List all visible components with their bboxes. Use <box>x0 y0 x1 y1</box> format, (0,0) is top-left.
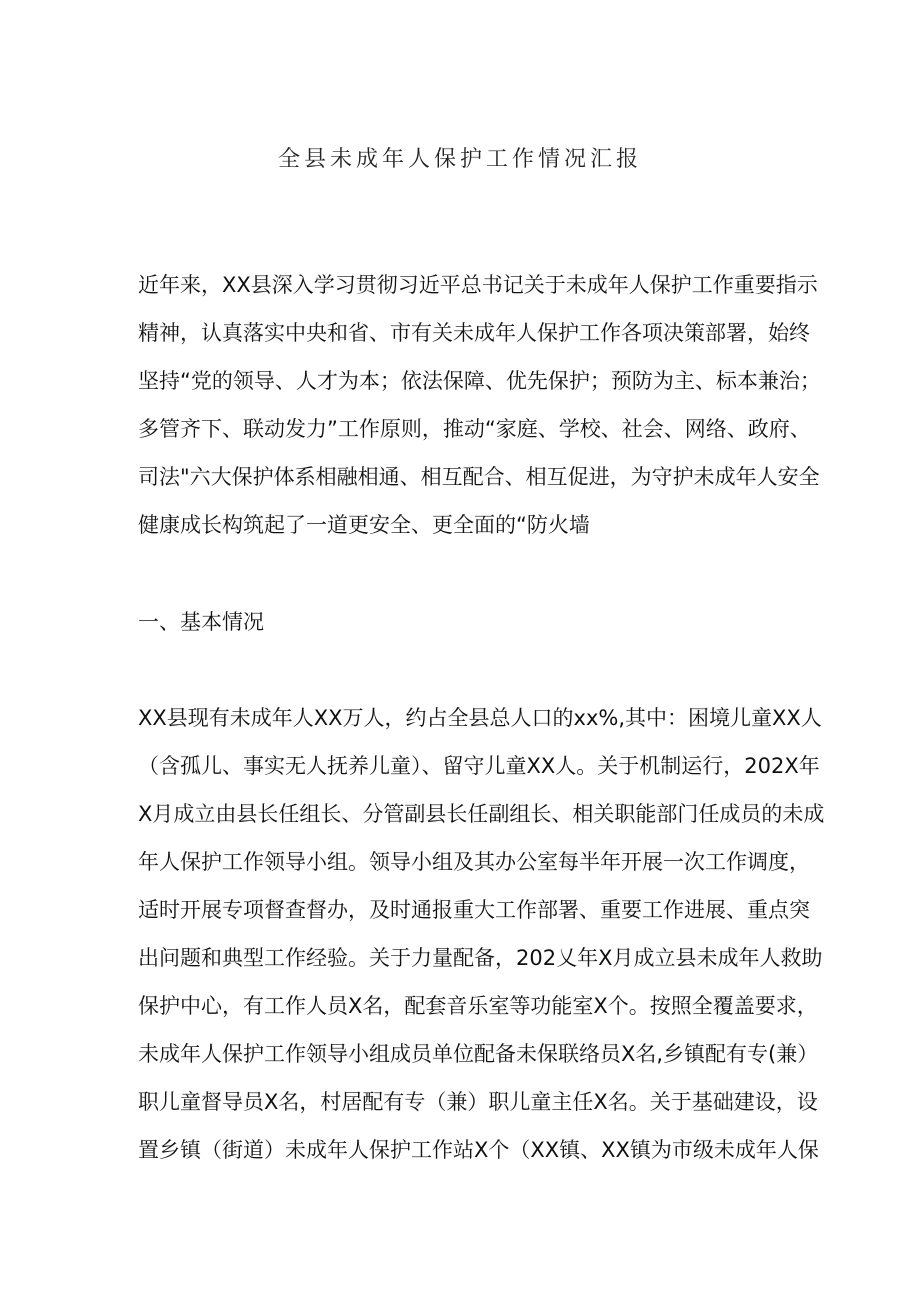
body-line: 保护中心，有工作人员X名，配套音乐室等功能室X个。按照全覆盖要求， <box>138 994 818 1018</box>
body-line: 职儿童督导员X名，村居配有专（兼）职儿童主任X名。关于基础建设，设 <box>138 1090 818 1114</box>
body-line: X月成立由县长任组长、分管副县长任副组长、相关职能部门任成员的未成 <box>138 802 825 826</box>
section-heading: 一、基本情况 <box>138 610 264 634</box>
body-line: 适时开展专项督查督办，及时通报重大工作部署、重要工作进展、重点突 <box>138 898 810 922</box>
intro-line: 坚持“党的领导、人才为本；依法保障、优先保护；预防为主、标本兼治； <box>138 369 821 393</box>
intro-line: 多管齐下、联动发力”工作原则，推动“家庭、学校、社会、网络、政府、 <box>138 417 811 441</box>
body-line: XX县现有未成年人XX万人，约占全县总人口的xx%,其中：困境儿童XX人 <box>138 706 822 730</box>
intro-line: 健康成长构筑起了一道更安全、更全面的“防火墙 <box>138 513 590 537</box>
document-title: 全县未成年人保护工作情况汇报 <box>277 147 642 172</box>
body-line: 出问题和典型工作经验。关于力量配备，202乂年X月成立县未成年人救助 <box>138 946 823 970</box>
body-line: 置乡镇（街道）未成年人保护工作站X个（XX镇、XX镇为市级未成年人保 <box>138 1138 819 1162</box>
intro-line: 精神，认真落实中央和省、市有关未成年人保护工作各项决策部署，始终 <box>138 321 810 345</box>
body-line: 年人保护工作领导小组。领导小组及其办公室每半年开展一次工作调度， <box>138 850 810 874</box>
body-line: （含孤儿、事实无人抚养儿童）、留守儿童XX人。关于机制运行，202X年 <box>138 754 820 778</box>
intro-line: 近年来，XX县深入学习贯彻习近平总书记关于未成年人保护工作重要指示 <box>138 273 818 297</box>
intro-line: 司法"六大保护体系相融相通、相互配合、相互促进，为守护未成年人安全 <box>138 465 820 489</box>
body-line: 未成年人保护工作领导小组成员单位配备未保联络员X名,乡镇配有专(兼） <box>138 1042 819 1066</box>
